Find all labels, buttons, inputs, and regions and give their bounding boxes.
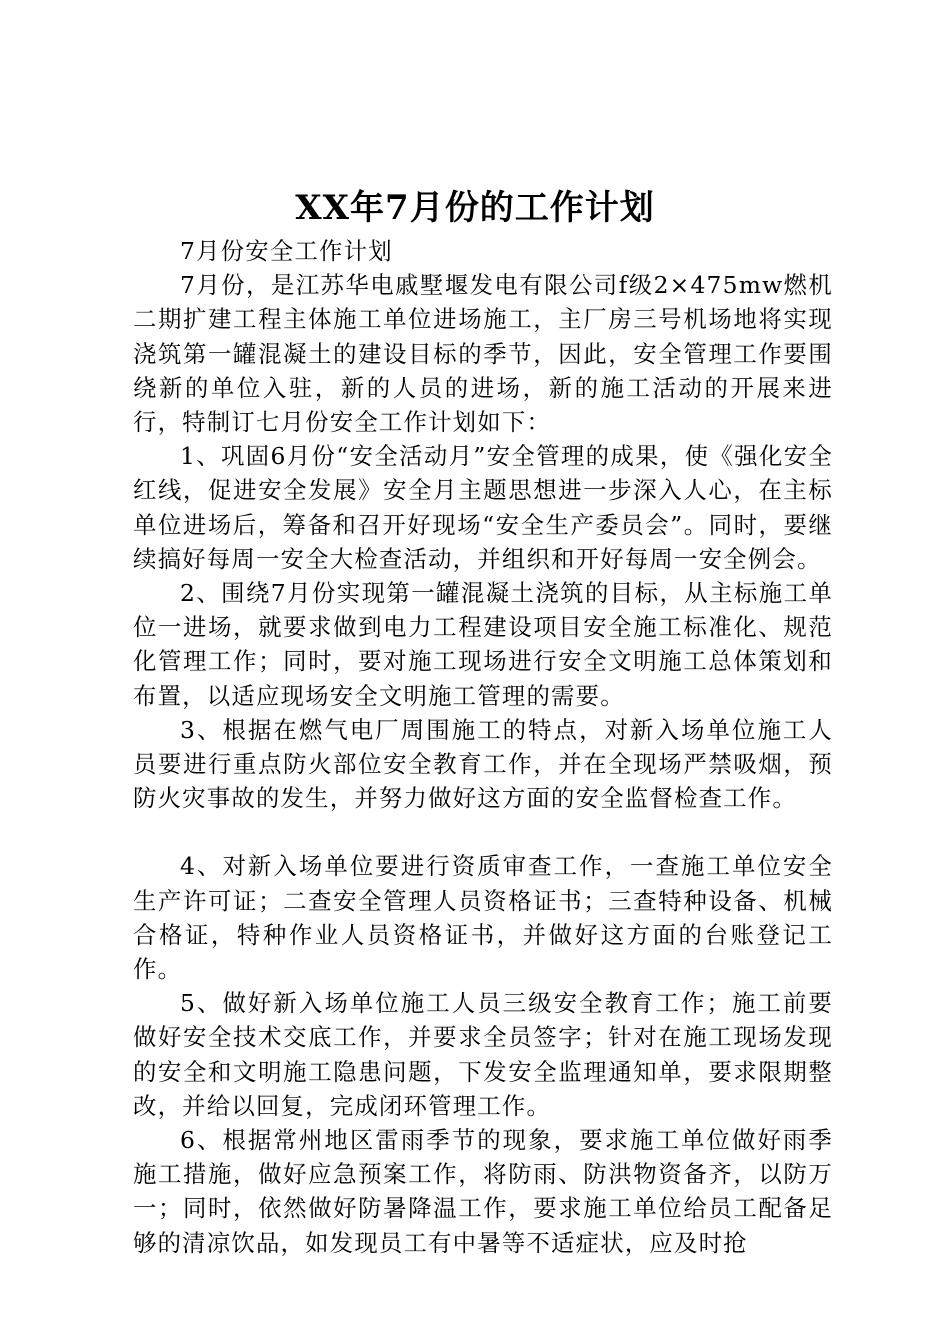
plan-item-4: 4、对新入场单位要进行资质审查工作，一查施工单位安全生产许可证；二查安全管理人员资格证书；三查特种设备、机械合格证，特种作业人员资格证书，并做好这方面的台账登记工作。 <box>133 852 833 984</box>
plan-item-3: 3、根据在燃气电厂周围施工的特点，对新入场单位施工人员要进行重点防火部位安全教育工作，并在全现场严禁吸烟，预防火灾事故的发生，并努力做好这方面的安全监督检查工作。 <box>133 715 833 813</box>
plan-item-5: 5、做好新入场单位施工人员三级安全教育工作；施工前要做好安全技术交底工作，并要求全员签字；针对在施工现场发现的安全和文明施工隐患问题，下发安全监理通知单，要求限期整改，并给以回复，完成闭环管理工作。 <box>133 989 833 1120</box>
plan-item-1: 1、巩固6月份“安全活动月”安全管理的成果，使《强化安全红线，促进安全发展》安全月主题思想进一步深入人心，在主标单位进场后，筹备和召开好现场“安全生产委员会”。同时，要继续搞好每周一安全大检查活动，并组织和开好每周一安全例会。 <box>133 442 833 573</box>
intro-paragraph: 7月份，是江苏华电戚墅堰发电有限公司f级2×475mw燃机二期扩建工程主体施工单位进场施工，主厂房三号机场地将实现浇筑第一罐混凝土的建设目标的季节，因此，安全管理工作要围绕新的单位入驻，新的人员的进场，新的施工活动的开展来进行，特制订七月份安全工作计划如下： <box>133 271 833 437</box>
document-title: XX年7月份的工作计划 <box>295 188 655 228</box>
plan-item-2: 2、围绕7月份实现第一罐混凝土浇筑的目标，从主标施工单位一进场，就要求做到电力工程建设项目安全施工标准化、规范化管理工作；同时，要对施工现场进行安全文明施工总体策划和布置，以适应现场安全文明施工管理的需要。 <box>133 579 833 710</box>
plan-item-6: 6、根据常州地区雷雨季节的现象，要求施工单位做好雨季施工措施，做好应急预案工作，将防雨、防洪物资备齐，以防万一；同时，依然做好防暑降温工作，要求施工单位给员工配备足够的清凉饮品，如发现员工有中暑等不适症状，应及时抢 <box>133 1126 833 1257</box>
document-body <box>133 234 833 1260</box>
section-heading: 7月份安全工作计划 <box>180 237 393 265</box>
